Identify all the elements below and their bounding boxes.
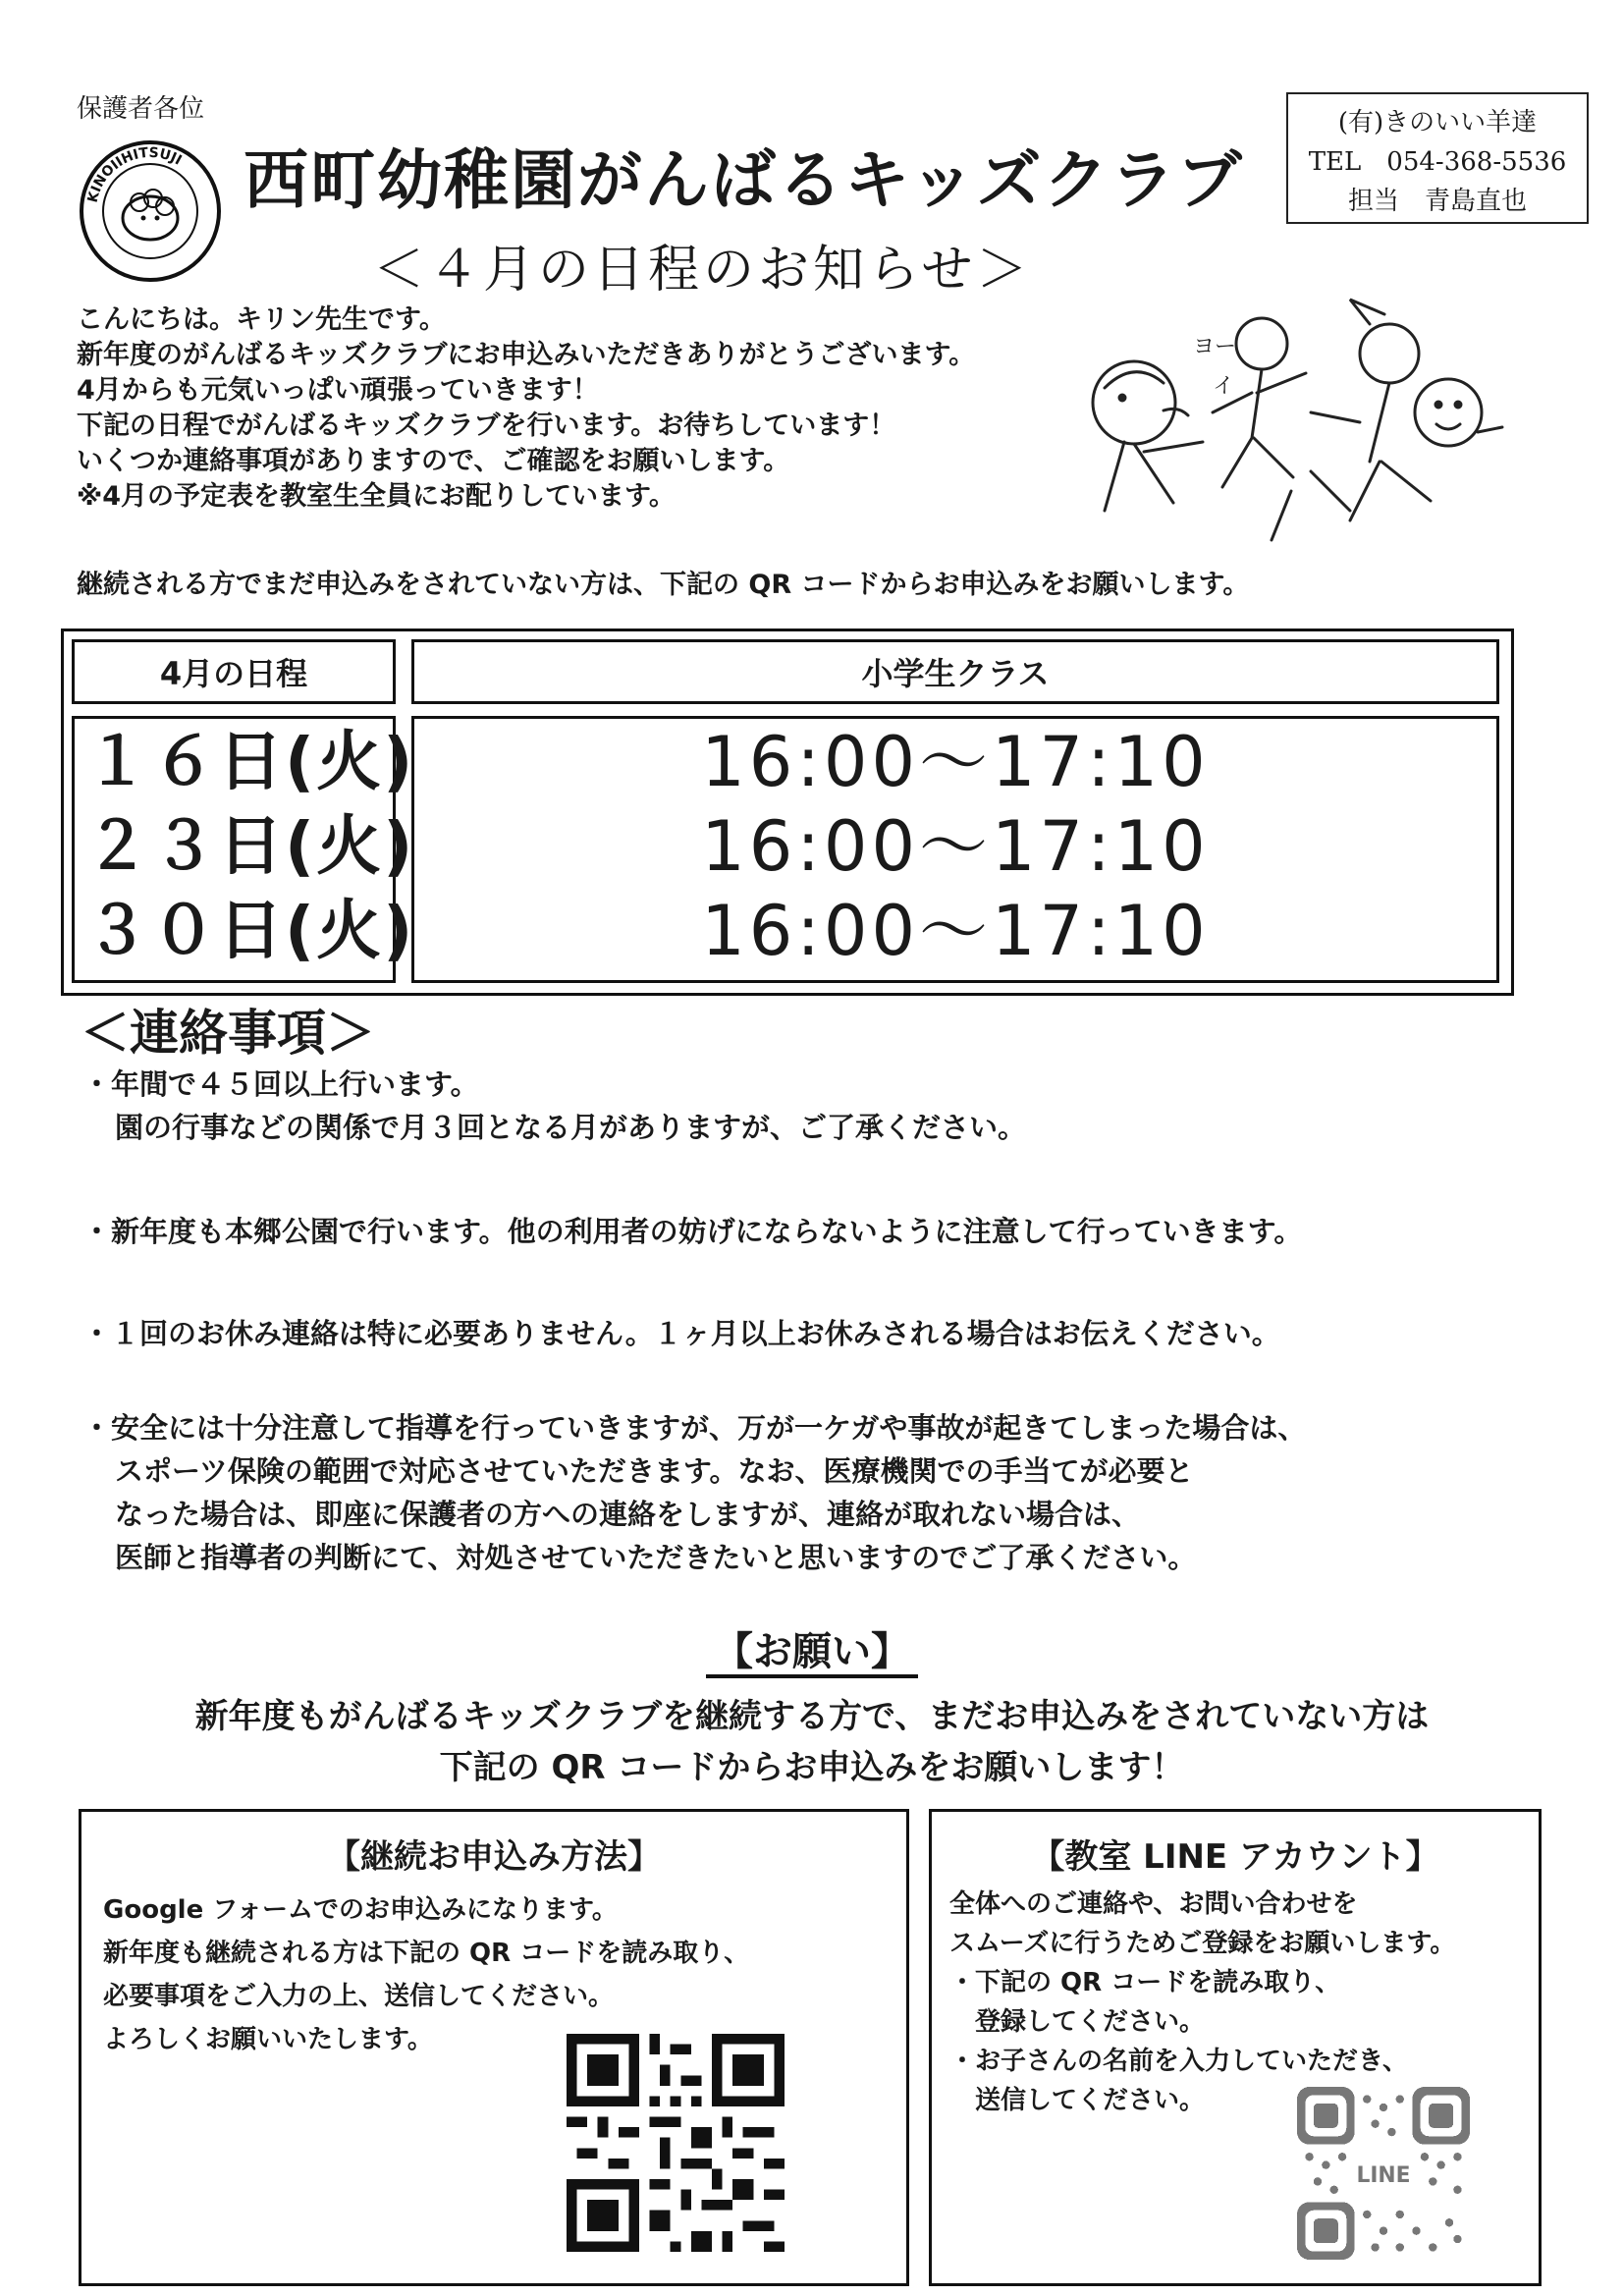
intro-line: ※4月の予定表を教室生全員にお配りしています。 [77,481,676,512]
contact-box [1286,92,1589,224]
schedule-time: 16:00～17:10 [701,722,1210,802]
contact-company: (有)きのいい羊達 [1337,108,1538,137]
request-line: 下記の QR コードからお申込みをお願いします！ [439,1748,1185,1787]
continuation-box-line: よろしくお願いいたします。 [103,2025,433,2054]
line-box-line: ・お子さんの名前を入力していただき、 [949,2047,1408,2076]
illust-sound-text: ヨー [1193,335,1237,359]
schedule-dates-cell [72,716,415,983]
contact-tel: TEL 054-368-5536 [1308,147,1567,177]
note-item [82,1063,1026,1149]
intro-last-line: 継続される方でまだ申込みをされていない方は、下記の QR コードからお申込みをお願いします。 [77,570,1250,600]
schedule-header-date-label: 4月の日程 [159,655,308,692]
recipient-line: 保護者各位 [77,94,205,124]
request-heading-text: 【お願い】 [706,1629,918,1678]
request-heading [0,1620,1624,1676]
line-box-line: スムーズに行うためご登録をお願いします。 [949,1929,1456,1958]
schedule-date: ２３日(火) [84,808,415,884]
schedule-table [61,629,1514,996]
note-line: スポーツ保険の範囲で対応させていただきます。なお、医療機関での手当てが必要と [115,1454,1194,1488]
continuation-box-line: 新年度も継続される方は下記の QR コードを読み取り、 [103,1939,750,1968]
schedule-times-cell [411,716,1499,983]
note-line: なった場合は、即座に保護者の方への連絡をしますが、連絡が取れない場合は、 [115,1498,1141,1531]
continuation-box-line: Google フォームでのお申込みになります。 [103,1895,618,1925]
schedule-time: 16:00～17:10 [701,806,1210,887]
continuation-box-title: 【継続お申込み方法】 [327,1837,661,1877]
line-box-line: 送信してください。 [949,2086,1206,2115]
line-box-line: 全体へのご連絡や、お問い合わせを [949,1889,1358,1919]
note-line: ・新年度も本郷公園で行います。他の利用者の妨げにならないように注意して行っていきます。 [82,1215,1303,1248]
request-line: 新年度もがんばるキッズクラブを継続する方で、まだお申込みをされていない方は [194,1697,1430,1736]
intro-line: こんにちは。キリン先生です。 [77,304,446,335]
note-item [82,1312,1280,1355]
sheep-logo [77,137,224,285]
schedule-header-class [411,639,1499,704]
intro-line: いくつか連絡事項がありますので、ご確認をお願いします。 [77,446,790,476]
qr-line-label: LINE [1356,2163,1411,2189]
line-box-line: ・下記の QR コードを読み取り、 [949,1968,1341,1997]
intro-text [77,302,1078,515]
schedule-header-date [72,639,396,704]
note-line: ・安全には十分注意して指導を行っていきますが、万が一ケガや事故が起きてしまった場合は、 [82,1411,1307,1445]
notice-subtitle: ＜４月の日程のお知らせ＞ [373,241,1032,300]
note-line: ・年間で４５回以上行います。 [82,1067,479,1101]
note-item [82,1210,1302,1253]
running-kids-illustration [1065,295,1507,560]
note-line: 園の行事などの関係で月３回となる月がありますが、ご了承ください。 [115,1111,1027,1144]
intro-line: 新年度のがんばるキッズクラブにお申込みいただきありがとうございます。 [77,340,976,370]
schedule-time: 16:00～17:10 [701,891,1210,971]
club-title: 西町幼稚園がんばるキッズクラブ [244,142,1244,218]
schedule-header-class-label: 小学生クラス [861,655,1050,692]
line-account-box [929,1809,1542,2286]
contact-person: 担当 青島直也 [1347,187,1527,216]
schedule-date: １６日(火) [84,724,415,799]
line-account-qr-code[interactable] [1297,2087,1470,2260]
line-box-line: 登録してください。 [949,2007,1206,2037]
google-form-qr-code[interactable] [567,2034,785,2252]
note-line: ・１回のお休み連絡は特に必要ありません。１ヶ月以上お休みされる場合はお伝えください。 [82,1317,1280,1350]
illust-sound-text: イ [1213,374,1235,399]
note-item [82,1406,1306,1579]
notes-heading: ＜連絡事項＞ [81,1005,375,1062]
note-line: 医師と指導者の判断にて、対処させていただきたいと思いますのでご了承ください。 [115,1541,1197,1574]
intro-line: 4月からも元気いっぱい頑張っていきます！ [77,375,599,406]
schedule-date: ３０日(火) [84,893,415,968]
line-box-title: 【教室 LINE アカウント】 [1031,1837,1439,1877]
intro-line: 下記の日程でがんばるキッズクラブを行います。お待ちしています！ [77,410,896,441]
continuation-box-line: 必要事項をご入力の上、送信してください。 [103,1982,615,2011]
logo-text: KINOIIHITSUJI [84,144,185,204]
continuation-signup-box [79,1809,909,2286]
